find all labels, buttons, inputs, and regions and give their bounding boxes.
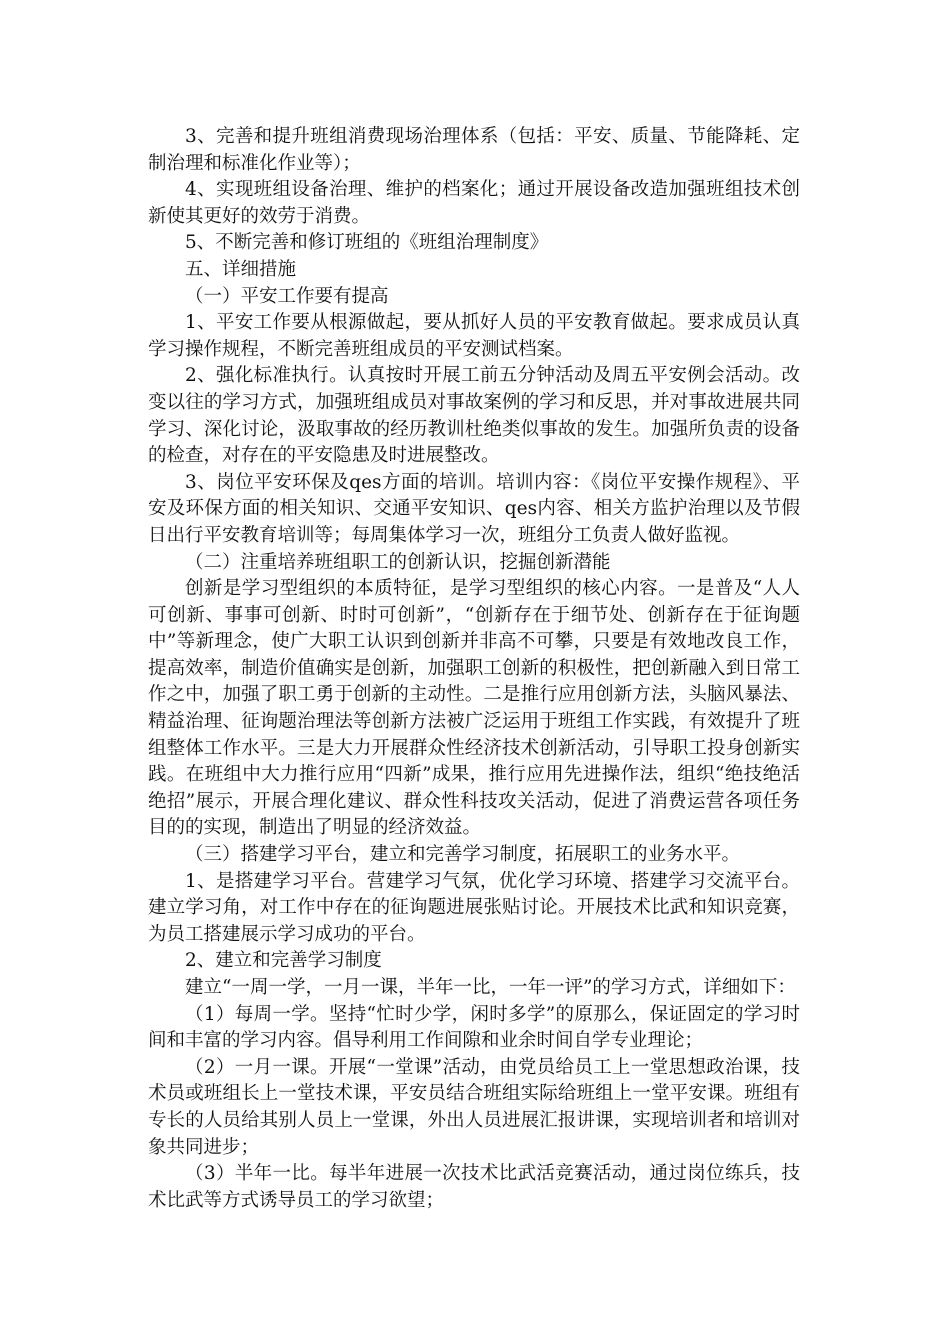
paragraph: 3、岗位平安环保及qes方面的培训。培训内容：《岗位平安操作规程》、平安及环保方面的相关知识、交通平安知识、qes内容、相关方监护治理以及节假日出行平安教育培训等；每周集体学习一次，班组分工负责人做好监视。 — [148, 471, 800, 546]
paragraph: 建立“一周一学，一月一课，半年一比，一年一评”的学习方式，详细如下： — [185, 977, 796, 998]
paragraph: 4、实现班组设备治理、维护的档案化；通过开展设备改造加强班组技术创新使其更好的效劳于消费。 — [148, 179, 800, 227]
paragraph: 1、是搭建学习平台。营建学习气氛，优化学习环境、搭建学习交流平台。建立学习角，对工作中存在的征询题进展张贴讨论。开展技术比武和知识竞赛，为员工搭建展示学习成功的平台。 — [148, 870, 800, 945]
subsection-heading: （三）搭建学习平台，建立和完善学习制度，拓展职工的业务水平。 — [185, 844, 741, 866]
paragraph: 创新是学习型组织的本质特征，是学习型组织的核心内容。一是普及“人人可创新、事事可创新、时时可创新”，“创新存在于细节处、创新存在于征询题中”等新理念，使广大职工认识到创新并非高不可攀，只要是有效地改良工作，提高效率，制造价值确实是创新，加强职工创新的积极性，把创新融入到日常工作之中，加强了职工勇于创新的主动性。二是推行应用创新方法，头脑风暴法、精益治理、征询题治理法等创新方法被广泛运用于班组工作实践，有效提升了班组整体工作水平。三是大力开展群众性经济技术创新活动，引导职工投身创新实践。在班组中大力推行应用“四新”成果，推行应用先进操作法，组织“绝技绝活绝招”展示，开展合理化建议、群众性科技攻关活动，促进了消费运营各项任务目的的实现，制造出了明显的经济效益。 — [148, 578, 800, 839]
subsection-heading: （二）注重培养班组职工的创新认识，挖掘创新潜能 — [185, 551, 611, 573]
paragraph: 2、建立和完善学习制度 — [185, 950, 382, 972]
document-page — [148, 124, 800, 1214]
paragraph: 5、不断完善和修订班组的《班组治理制度》 — [185, 232, 549, 254]
paragraph: 3、完善和提升班组消费现场治理体系（包括：平安、质量、节能降耗、定制治理和标准化作业等）； — [148, 126, 800, 174]
paragraph: 1、平安工作要从根源做起，要从抓好人员的平安教育做起。要求成员认真学习操作规程，不断完善班组成员的平安测试档案。 — [148, 312, 800, 360]
list-item: （2）一月一课。开展“一堂课”活动，由党员给员工上一堂思想政治课，技术员或班组长上一堂技术课，平安员结合班组实际给班组上一堂平安课。班组有专长的人员给其别人员上一堂课，外出人员进展汇报讲课，实现培训者和培训对象共同进步； — [148, 1056, 800, 1158]
paragraph: 2、强化标准执行。认真按时开展工前五分钟活动及周五平安例会活动。改变以往的学习方式，加强班组成员对事故案例的学习和反思，并对事故进展共同学习、深化讨论，汲取事故的经历教训杜绝类似事故的发生。加强所负责的设备的检查，对存在的平安隐患及时进展整改。 — [148, 365, 800, 467]
section-heading: 五、详细措施 — [185, 258, 297, 280]
subsection-heading: （一）平安工作要有提高 — [185, 285, 389, 307]
list-item: （3）半年一比。每半年进展一次技术比武活竞赛活动，通过岗位练兵，技术比武等方式诱导员工的学习欲望； — [148, 1163, 800, 1211]
list-item: （1）每周一学。坚持“忙时少学，闲时多学”的原那么，保证固定的学习时间和丰富的学习内容。倡导利用工作间隙和业余时间自学专业理论； — [148, 1003, 800, 1052]
